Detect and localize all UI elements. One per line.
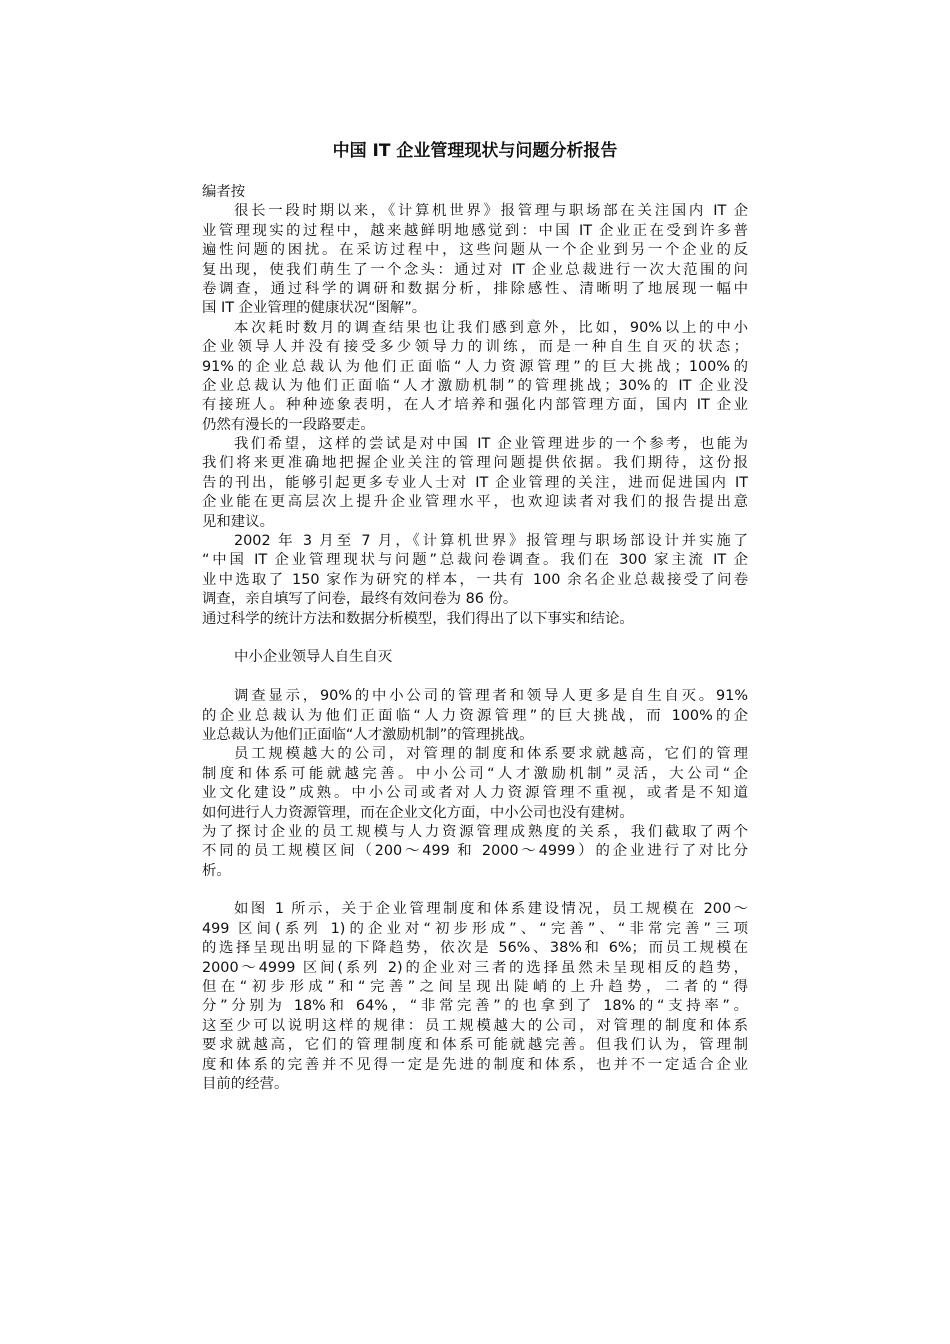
text-line: 2000～4999 区间(系列 2)的企业对三者的选择虽然未呈现相反的趋势，: [202, 959, 748, 976]
text-line: 度和体系的完善并不见得一定是先进的制度和体系，也并不一定适合企业: [202, 1056, 748, 1073]
text-line: 企业能在更高层次上提升企业管理水平，也欢迎读者对我们的报告提出意: [202, 494, 748, 511]
text-line: 员工规模越大的公司，对管理的制度和体系要求就越高，它们的管理: [234, 746, 748, 763]
text-line: 很长一段时期以来，《计算机世界》报管理与职场部在关注国内 IT 企: [234, 203, 748, 220]
text-line: 有接班人。种种迹象表明，在人才培养和强化内部管理方面，国内 IT 企业: [202, 397, 748, 414]
text-line: 调查显示，90%的中小公司的管理者和领导人更多是自生自灭。91%: [234, 688, 748, 705]
text-line: 业管理现实的过程中，越来越鲜明地感觉到：中国 IT 企业正在受到许多普: [202, 222, 748, 239]
text-line: 的企业总裁认为他们正面临“人力资源管理”的巨大挑战，而 100%的企: [202, 707, 748, 724]
paragraph-6: [202, 745, 748, 881]
paragraph-3: [202, 435, 748, 532]
text-line: 如何进行人力资源管理，而在企业文化方面，中小公司也没有建树。: [202, 804, 634, 821]
text-line: 告的刊出，能够引起更多专业人士对 IT 企业管理的关注，进而促进国内 IT: [202, 474, 748, 491]
text-line: 要求就越高，它们的管理制度和体系可能就越完善。但我们认为，管理制: [202, 1037, 748, 1054]
text-line: 析。: [202, 862, 231, 879]
text-line: 我们希望，这样的尝试是对中国 IT 企业管理进步的一个参考，也能为: [234, 436, 748, 453]
text-line: 企业领导人并没有接受多少领导力的训练，而是一种自生自灭的状态；: [202, 339, 748, 356]
paragraph-1: [202, 202, 748, 318]
text-line: 遍性问题的困扰。在采访过程中，这些问题从一个企业到另一个企业的反: [202, 242, 748, 259]
text-line: 为了探讨企业的员工规模与人力资源管理成熟度的关系，我们截取了两个: [202, 823, 748, 840]
paragraph-4: [202, 532, 748, 629]
text-line: 业文化建设”成熟。中小公司或者对人力资源管理不重视，或者是不知道: [202, 785, 748, 802]
text-line: 我们将来更准确地把握企业关注的管理问题提供依据。我们期待，这份报: [202, 455, 748, 472]
text-line: 的选择呈现出明显的下降趋势，依次是 56%、38%和 6%；而员工规模在: [202, 940, 748, 957]
text-line: 调查，亲自填写了问卷，最终有效问卷为 86 份。: [202, 591, 518, 608]
document-body: [202, 183, 748, 1094]
text-line: 目前的经营。: [202, 1075, 289, 1092]
text-line: 业中选取了 150 家作为研究的样本，一共有 100 余名企业总裁接受了问卷: [202, 571, 748, 588]
editor-note-label: 编者按: [202, 184, 246, 200]
paragraph-5: [202, 687, 748, 745]
text-line: 复出现，使我们萌生了一个念头：通过对 IT 企业总裁进行一次大范围的问: [202, 261, 748, 278]
text-line: “中国 IT 企业管理现状与问题”总裁问卷调查。我们在 300 家主流 IT 企: [202, 552, 748, 569]
text-line: 91%的企业总裁认为他们正面临“人力资源管理”的巨大挑战；100%的: [202, 358, 748, 375]
section-heading: 中小企业领导人自生自灭: [234, 649, 393, 666]
blank-line: [202, 881, 748, 900]
text-line: 2002 年 3 月至 7 月，《计算机世界》报管理与职场部设计并实施了: [234, 533, 748, 550]
text-line: 如图 1 所示，关于企业管理制度和体系建设情况，员工规模在 200～: [234, 901, 748, 918]
text-line: 本次耗时数月的调查结果也让我们感到意外，比如，90%以上的中小: [234, 319, 748, 336]
blank-line: [202, 668, 748, 687]
paragraph-7: [202, 900, 748, 1094]
text-line: 分”分别为 18%和 64%，“非常完善”的也拿到了 18%的“支持率”。: [202, 998, 748, 1015]
text-line: 通过科学的统计方法和数据分析模型，我们得出了以下事实和结论。: [202, 610, 634, 627]
text-line: 制度和体系可能就越完善。中小公司“人才激励机制”灵活，大公司“企: [202, 765, 748, 782]
text-line: 不同的员工规模区间（200～499 和 2000～4999）的企业进行了对比分: [202, 843, 748, 860]
blank-line: [202, 629, 748, 648]
text-line: 国 IT 企业管理的健康状况“图解”。: [202, 300, 427, 317]
text-line: 仍然有漫长的一段路要走。: [202, 416, 375, 433]
text-line: 但在“初步形成”和“完善”之间呈现出陡峭的上升趋势，二者的“得: [202, 979, 748, 996]
text-line: 见和建议。: [202, 513, 274, 530]
text-line: 卷调查，通过科学的调研和数据分析，排除感性、清晰明了地展现一幅中: [202, 280, 748, 297]
text-line: 这至少可以说明这样的规律：员工规模越大的公司，对管理的制度和体系: [202, 1017, 748, 1034]
text-line: 企业总裁认为他们正面临“人才激励机制”的管理挑战；30%的 IT 企业没: [202, 377, 748, 394]
document-title: 中国 IT 企业管理现状与问题分析报告: [332, 141, 618, 161]
text-line: 499 区间(系列 1)的企业对“初步形成”、“完善”、“非常完善”三项: [202, 920, 748, 937]
paragraph-2: [202, 319, 748, 435]
text-line: 业总裁认为他们正面临“人才激励机制”的管理挑战。: [202, 726, 534, 743]
